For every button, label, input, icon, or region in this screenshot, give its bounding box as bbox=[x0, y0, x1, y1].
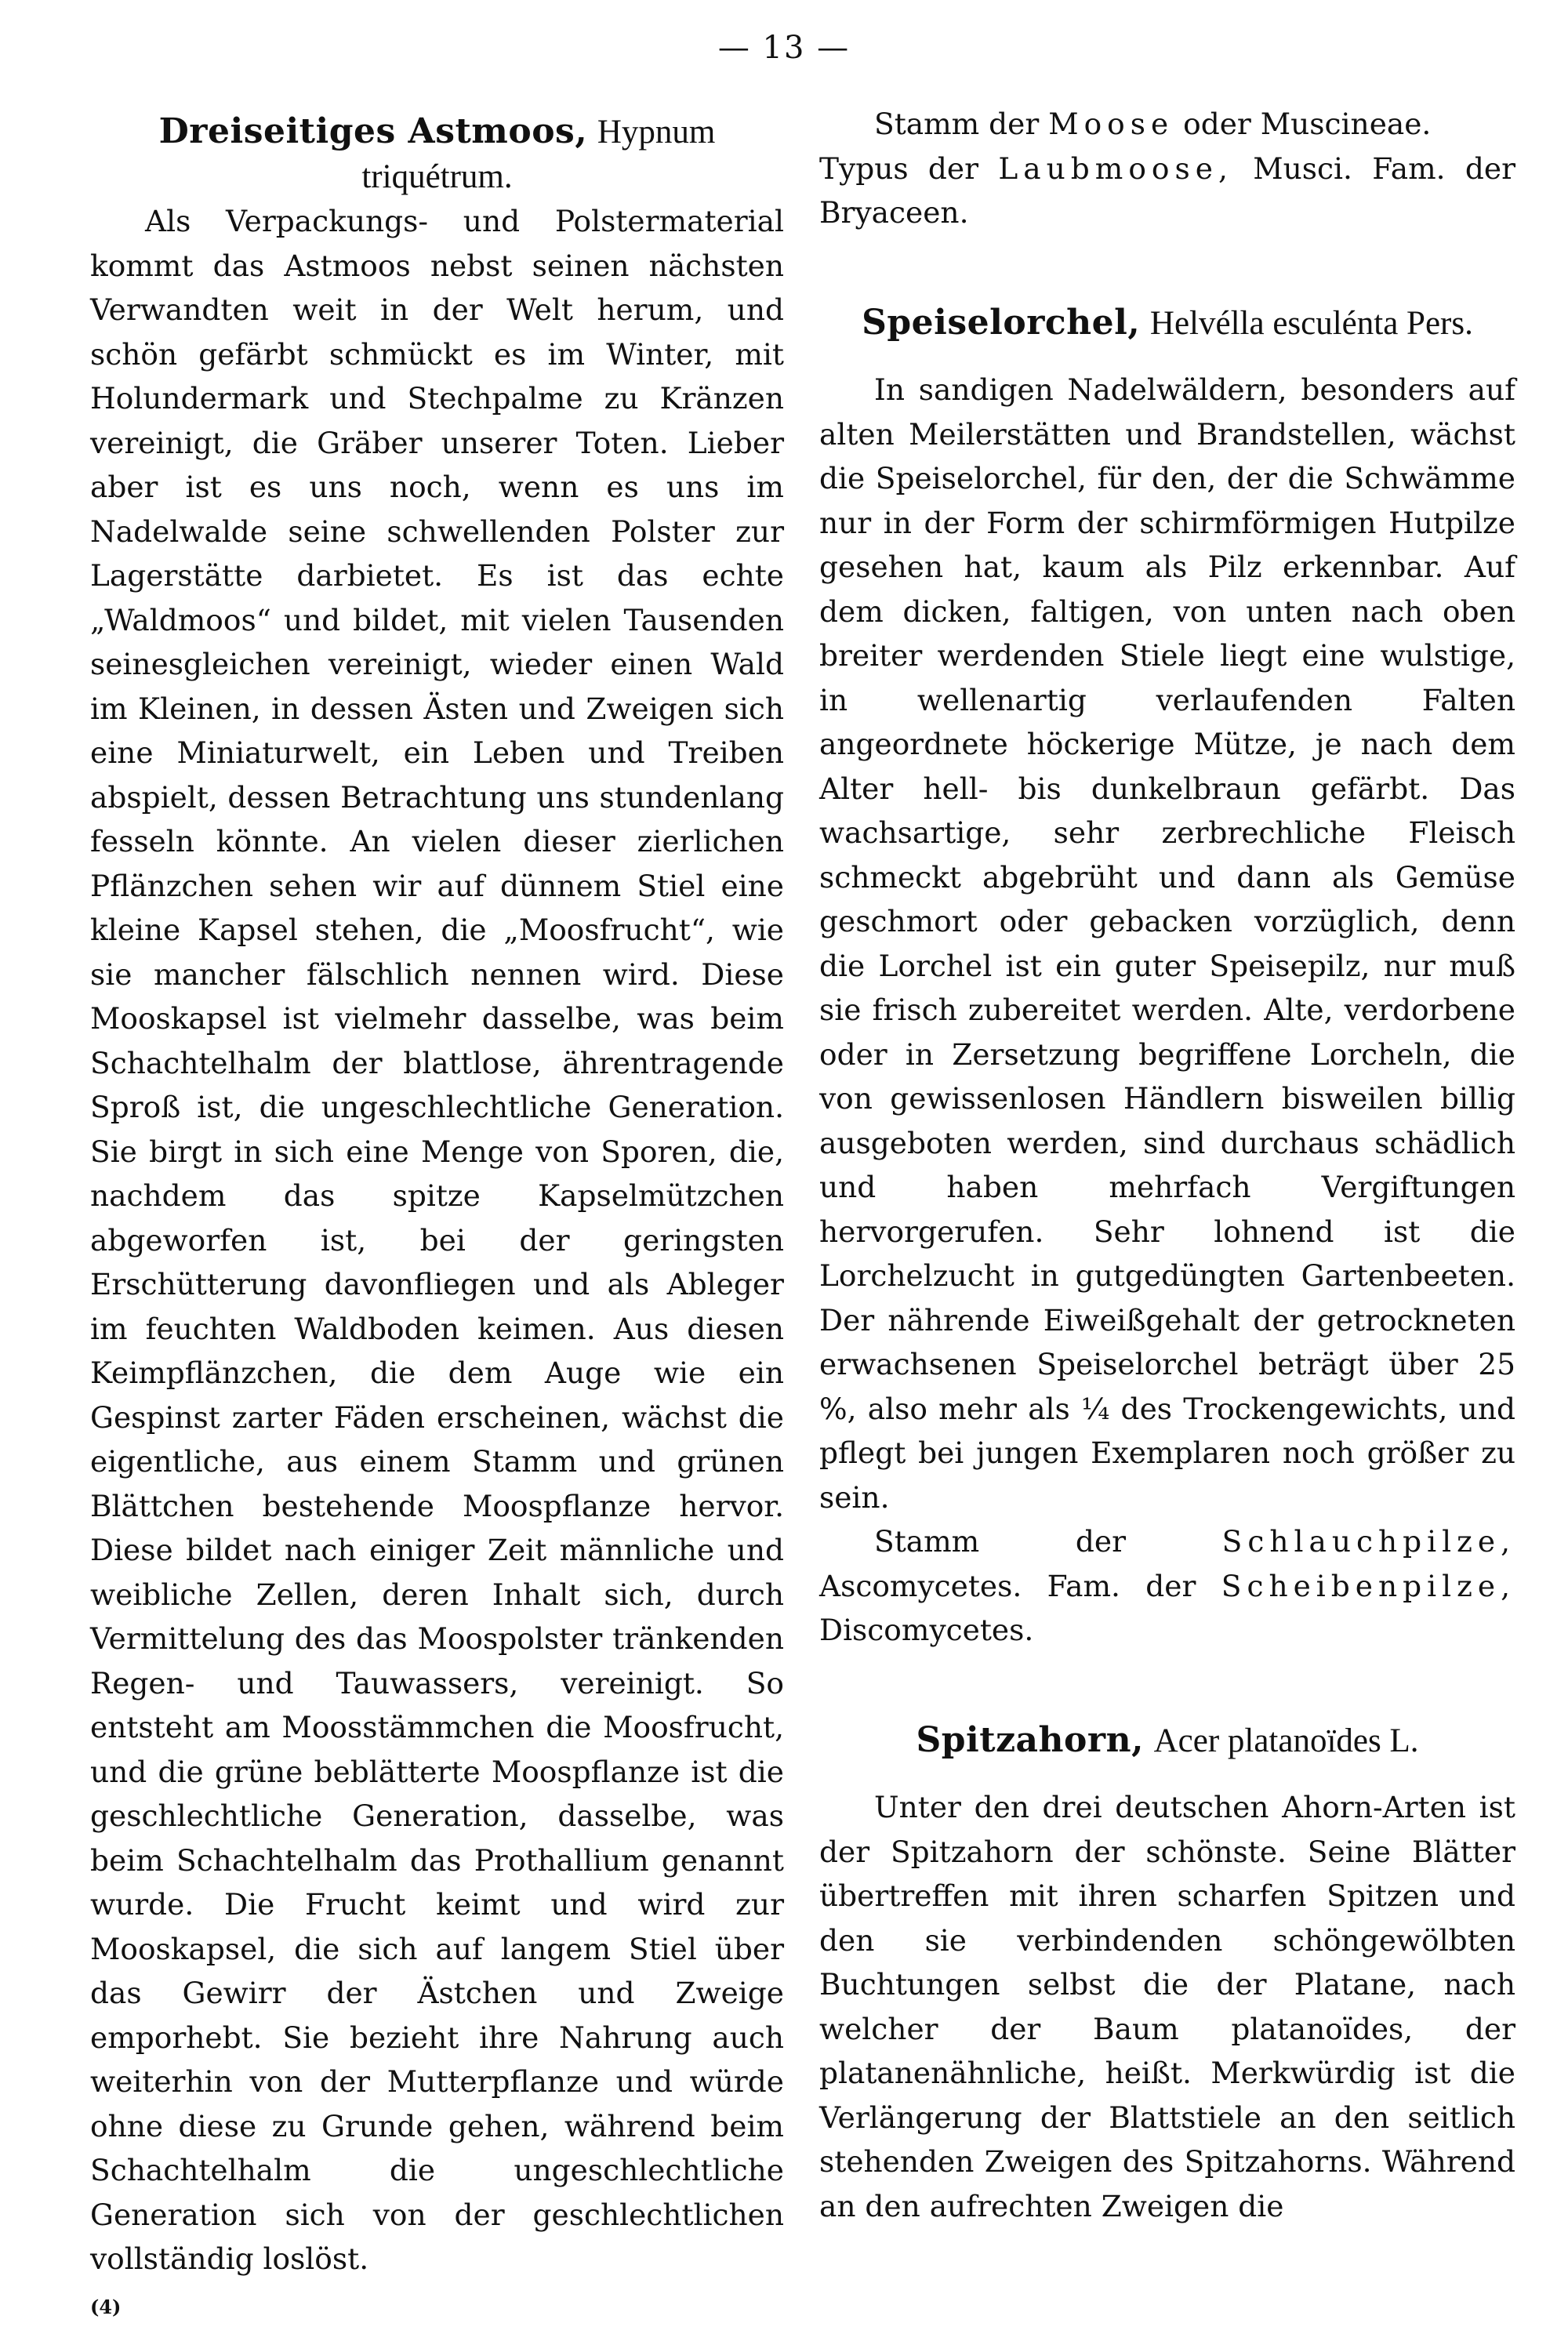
section-heading-speiselorchel bbox=[819, 301, 1515, 347]
paragraph-speiselorchel: In sandigen Nadelwäldern, besonders auf alten Meilerstätten und Brandstellen, wächst die Speiselorchel, für den, der die Schwämme nur in der Form der schirmförmigen Hutpilze gesehen hat, kaum als Pilz erkennbar. Auf dem dicken, faltigen, von unten nach oben breiter werdenden Stiele liegt eine wulstige, in wellenartig verlaufenden Falten angeordnete höckerige Mütze, je nach dem Alter hell- bis dunkelbraun gefärbt. Das wachsartige, sehr zerbrechliche Fleisch schmeckt abgebrüht und dann als Gemüse geschmort oder gebacken vorzüglich, denn die Lorchel ist ein guter Speisepilz, nur muß sie frisch zubereitet werden. Alte, verdorbene oder in Zersetzung begriffene Lorcheln, die von gewissenlosen Händlern bisweilen billig ausgeboten werden, sind durchaus schädlich und haben mehrfach Vergiftungen hervorgerufen. Sehr lohnend ist die Lorchelzucht in gutgedüngten Gartenbeeten. Der nährende Eiweißgehalt der getrockneten erwachsenen Speiselorchel beträgt über 25 %, also mehr als ¼ des Trockengewichts, und pflegt bei jungen Exemplaren noch größer zu sein. bbox=[819, 372, 1515, 1515]
taxonomy-stamm-moose: Stamm der Moose oder Muscineae. bbox=[874, 107, 1432, 141]
heading-german: Speiselorchel, bbox=[862, 302, 1141, 343]
section-heading-spitzahorn bbox=[819, 1719, 1515, 1764]
heading-latin: Acer platanoïdes L. bbox=[1153, 1722, 1419, 1759]
section-heading-astmoos bbox=[90, 110, 784, 199]
heading-latin: Helvélla esculénta Pers. bbox=[1149, 304, 1473, 342]
spacer bbox=[819, 235, 1515, 301]
signature-mark: (4) bbox=[90, 2296, 122, 2318]
heading-german: Spitzahorn, bbox=[916, 1719, 1144, 1760]
paragraph-astmoos: Als Verpackungs- und Polstermaterial kommt das Astmoos nebst seinen nächsten Verwandten weit in der Welt herum, und schön gefärbt schmückt es im Winter, mit Holundermark und Stechpalme zu Kränzen vereinigt, die Gräber unserer Toten. Lieber aber ist es uns noch, wenn es uns im Nadelwalde seine schwellenden Polster zur Lagerstätte darbietet. Es ist das echte „Waldmoos“ und bildet, mit vielen Tausenden seinesgleichen vereinigt, wieder einen Wald im Kleinen, in dessen Ästen und Zweigen sich eine Miniaturwelt, ein Leben und Treiben abspielt, dessen Betrachtung uns stundenlang fesseln könnte. An vielen dieser zierlichen Pflänzchen sehen wir auf dünnem Stiel eine kleine Kapsel stehen, die „Moosfrucht“, wie sie mancher fälschlich nennen wird. Diese Mooskapsel ist vielmehr dasselbe, was beim Schachtelhalm der blattlose, ährentragende Sproß ist, die ungeschlechtliche Generation. Sie birgt in sich eine Menge von Sporen, die, nachdem das spitze Kapselmützchen abgeworfen ist, bei der geringsten Erschütterung davonfliegen und als Ableger im feuchten Waldboden keimen. Aus diesen Keimpflänzchen, die dem Auge wie ein Gespinst zarter Fäden erscheinen, wächst die eigentliche, aus einem Stamm und grünen Blättchen bestehende Moospflanze hervor. Diese bildet nach einiger Zeit männliche und weibliche Zellen, deren Inhalt sich, durch Vermittelung des das Moospolster tränkenden Regen- und Tauwassers, vereinigt. So entsteht am Moosstämmchen die Moosfrucht, und die grüne beblätterte Moospflanze ist die geschlechtliche Generation, dasselbe, was beim Schachtelhalm das Prothallium genannt wurde. Die Frucht keimt und wird zur Mooskapsel, die sich auf langem Stiel über das Gewirr der Ästchen und Zweige emporhebt. Sie bezieht ihre Nahrung auch weiterhin von der Mutterpflanze und würde ohne diese zu Grunde gehen, während beim Schachtelhalm die ungeschlechtliche Generation sich von der geschlechtlichen vollständig loslöst. bbox=[90, 204, 784, 2276]
taxonomy-schlauchpilze: Stamm der Schlauchpilze, Ascomycetes. Fam. der Scheibenpilze, Discomycetes. bbox=[819, 1524, 1516, 1647]
page-number: — 13 — bbox=[717, 30, 851, 66]
spacer bbox=[819, 1653, 1515, 1719]
right-column bbox=[819, 102, 1515, 2228]
spacer bbox=[819, 346, 1515, 368]
spacer bbox=[819, 1763, 1515, 1785]
heading-latin: Hypnum triquétrum. bbox=[361, 114, 716, 195]
heading-german: Dreiseitiges Astmoos, bbox=[158, 111, 588, 151]
left-column bbox=[90, 110, 784, 2281]
taxonomy-typus-laubmoose: Typus der Laubmoose, Musci. Fam. der Bryaceen. bbox=[819, 151, 1516, 230]
paragraph-spitzahorn: Unter den drei deutschen Ahorn-Arten ist der Spitzahorn der schönste. Seine Blätter übertreffen mit ihren scharfen Spitzen und den sie verbindenden schöngewölbten Buchtungen selbst die der Platane, nach welcher der Baum platanoïdes, der platanenähnliche, heißt. Merkwürdig ist die Verlängerung der Blattstiele an den seitlich stehenden Zweigen des Spitzahorns. Während an den aufrechten Zweigen die bbox=[819, 1790, 1515, 2223]
